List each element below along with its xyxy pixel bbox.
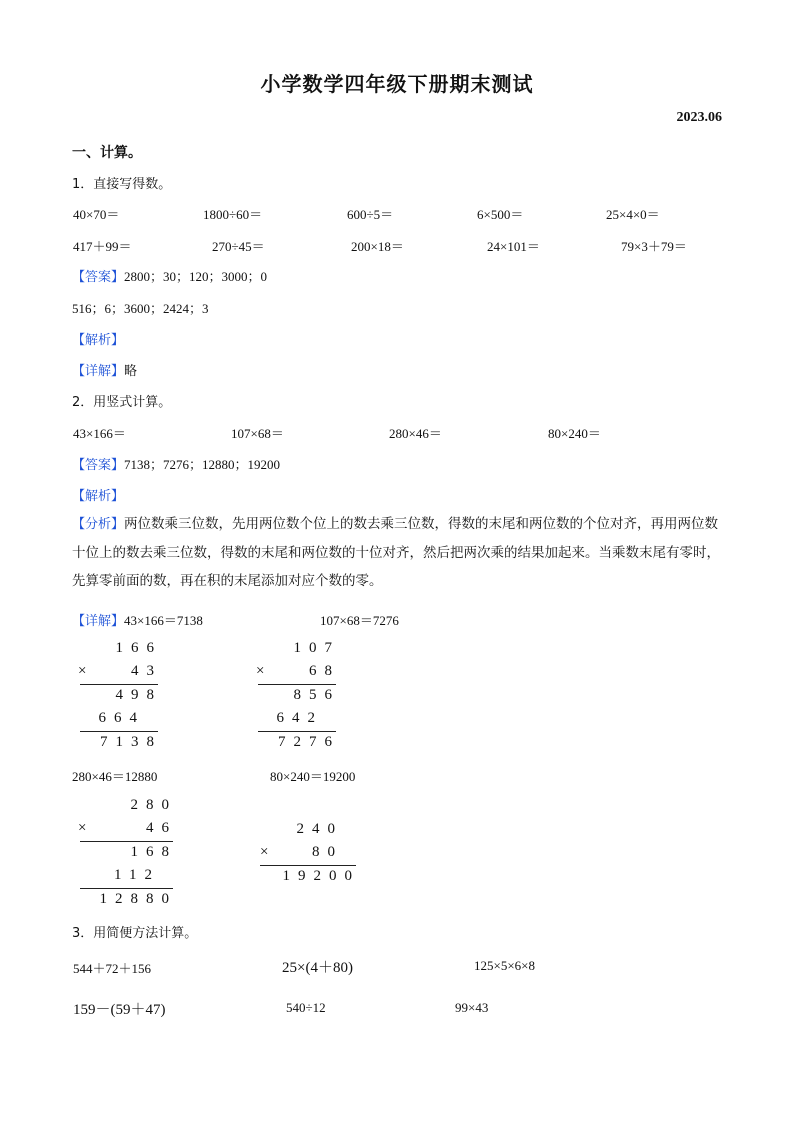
vertical-calculation	[72, 797, 177, 912]
calc-line	[260, 865, 356, 866]
calc-row: 19200	[282, 868, 360, 884]
answer-text: 2800；30；120；3000；0	[124, 269, 268, 284]
calc-line	[80, 731, 158, 732]
detail-tag: 【详解】	[72, 614, 125, 629]
calc-row: 68	[309, 663, 340, 679]
test-date: 2023.06	[676, 110, 722, 125]
detail-tag: 【详解】	[72, 364, 125, 379]
q1-problem: 200×18＝	[351, 239, 404, 254]
q1-problem: 417＋99＝	[73, 239, 132, 254]
equation: 280×46＝12880	[72, 769, 158, 784]
calc-row: 280	[130, 797, 177, 813]
q2-detail	[72, 610, 203, 629]
fenxi-tag: 【分析】	[72, 517, 125, 532]
q2-problem: 80×240＝	[548, 426, 601, 441]
calc-row: 7138	[100, 734, 162, 750]
question-1-title: 1．直接写得数。	[72, 177, 172, 192]
q1-problem: 1800÷60＝	[203, 207, 263, 222]
analysis-paragraph	[72, 510, 724, 595]
q1-problem: 270÷45＝	[212, 239, 265, 254]
calc-line	[80, 888, 173, 889]
q2-problem: 280×46＝	[389, 426, 442, 441]
q1-problem: 25×4×0＝	[606, 207, 660, 222]
calc-row: 498	[115, 687, 162, 703]
calc-row: 112	[114, 867, 160, 883]
calc-row: 43	[131, 663, 162, 679]
equation: 43×166＝7138	[124, 613, 203, 628]
q2-problem: 43×166＝	[73, 426, 126, 441]
analysis-tag: 【解析】	[72, 489, 125, 504]
q1-problem: 40×70＝	[73, 207, 120, 222]
q3-problem: 159－(59＋47)	[73, 1002, 166, 1018]
answer-tag: 【答案】	[72, 458, 125, 473]
multiply-sign: ×	[78, 820, 95, 836]
answer-text: 7138；7276；12880；19200	[124, 457, 281, 472]
equation: 80×240＝19200	[270, 769, 356, 784]
q1-problem: 600÷5＝	[347, 207, 394, 222]
equation: 107×68＝7276	[320, 613, 399, 628]
q1-answer	[72, 266, 267, 285]
q1-problem: 79×3＋79＝	[621, 239, 687, 254]
answer-tag: 【答案】	[72, 270, 125, 285]
multiply-sign: ×	[256, 663, 273, 679]
question-3-title: 3．用简便方法计算。	[72, 926, 198, 941]
calc-line	[80, 841, 173, 842]
calc-row: 7276	[278, 734, 340, 750]
q1-problem: 24×101＝	[487, 239, 540, 254]
q3-problem: 540÷12	[286, 1000, 326, 1015]
vertical-calculation	[72, 640, 162, 755]
q3-problem: 99×43	[455, 1000, 489, 1015]
q2-problem: 107×68＝	[231, 426, 284, 441]
analysis-tag: 【解析】	[72, 333, 125, 348]
calc-line	[80, 684, 158, 685]
calc-row: 856	[293, 687, 340, 703]
calc-row: 664	[98, 710, 145, 726]
calc-row: 168	[130, 844, 177, 860]
q2-answer	[72, 454, 280, 473]
calc-row: 46	[146, 820, 177, 836]
calc-row: 642	[276, 710, 323, 726]
detail-text: 略	[124, 364, 138, 379]
q1-detail	[72, 360, 137, 379]
question-2-title: 2．用竖式计算。	[72, 395, 172, 410]
calc-row: 80	[312, 844, 343, 860]
section-heading: 一、计算。	[72, 145, 142, 161]
calc-row: 166	[115, 640, 162, 656]
multiply-sign: ×	[78, 663, 95, 679]
q1-answer-line2: 516；6；3600；2424；3	[72, 301, 209, 316]
q3-problem: 125×5×6×8	[474, 958, 535, 973]
vertical-calculation	[250, 821, 360, 891]
page-title: 小学数学四年级下册期末测试	[260, 72, 534, 96]
q3-problem: 25×(4＋80)	[282, 960, 353, 976]
calc-row: 240	[296, 821, 343, 837]
calc-line	[258, 731, 336, 732]
multiply-sign: ×	[260, 844, 277, 860]
calc-line	[258, 684, 336, 685]
calc-row: 12880	[99, 891, 177, 907]
fenxi-text: 两位数乘三位数，先用两位数个位上的数去乘三位数，得数的末尾和两位数的个位对齐，再用两位数十位上的数去乘三位数，得数的末尾和两位数的十位对齐，然后把两次乘的结果加起来。当乘数末尾有零时，先算零前面的数，再在积的末尾添加对应个数的零。	[72, 516, 720, 589]
q3-problem: 544＋72＋156	[73, 961, 152, 976]
calc-row: 107	[293, 640, 340, 656]
vertical-calculation	[250, 640, 340, 755]
q1-problem: 6×500＝	[477, 207, 524, 222]
